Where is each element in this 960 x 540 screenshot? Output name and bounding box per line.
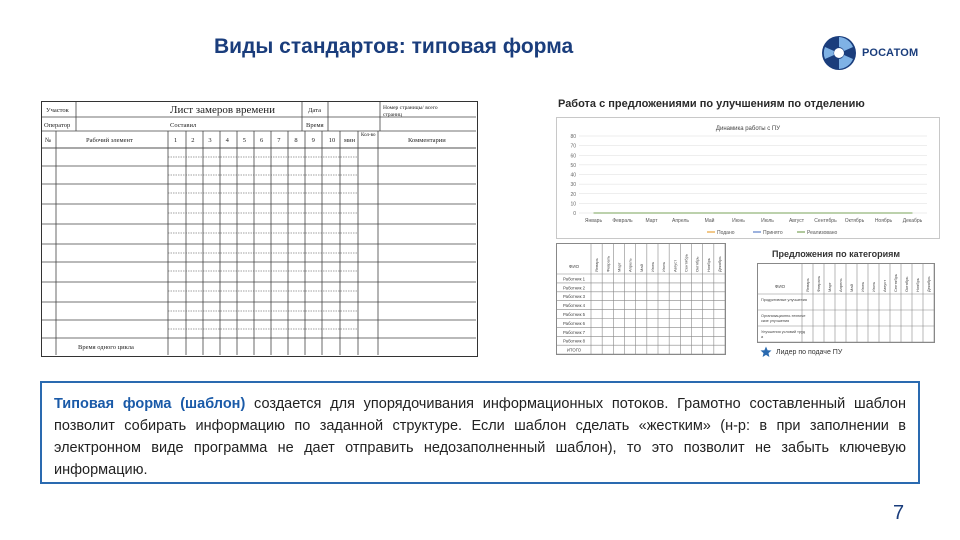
chart-x-tick: Март — [645, 218, 658, 224]
form-section-label: Участок — [46, 107, 69, 114]
info-body: создается для упорядочивания информационных потоков. Грамотно составленный шаблон позволит собирать информацию по заданной структуре. Если шаблон сделать «жестким» (н-р: в при заполнении в электронном виде программа не дает отправить недозаполненный шаблон), то это позволит не забыть ключевую информацию. — [54, 396, 906, 478]
form-title: Лист замеров времени — [170, 104, 275, 116]
chart-y-tick: 0 — [573, 211, 576, 217]
leader-legend — [760, 346, 842, 358]
form-header-cell: 6 — [260, 137, 264, 144]
category-month-header: Октябрь — [904, 276, 909, 292]
chart-legend-label: Реализовано — [807, 230, 838, 236]
chart-y-tick: 50 — [570, 162, 576, 169]
time-measurement-form — [41, 101, 478, 357]
category-month-header: Февраль — [816, 275, 821, 292]
logo-text: РОСАТОМ — [862, 47, 919, 59]
workers-row-label: Работник 2 — [562, 285, 586, 291]
category-month-header: Декабрь — [926, 276, 931, 292]
workers-month-header: Сентябрь — [683, 254, 689, 272]
dynamics-chart-svg — [557, 118, 939, 238]
star-icon — [760, 346, 772, 358]
form-header-cell: 1 — [174, 137, 178, 144]
form-header-cell: 9 — [311, 137, 315, 144]
right-panel-title: Работа с предложениями по улучшениям по отделению — [558, 98, 865, 110]
chart-y-tick: 20 — [570, 191, 576, 198]
category-month-header: Май — [849, 284, 854, 292]
chart-y-tick: 60 — [570, 153, 576, 160]
chart-y-tick: 80 — [570, 134, 576, 140]
workers-row-label: Работник 4 — [562, 303, 586, 309]
chart-x-tick: Июль — [761, 218, 774, 224]
category-table — [757, 263, 935, 343]
workers-row-label: Работник 6 — [562, 320, 586, 326]
workers-row-label: ИТОГО — [566, 347, 582, 353]
form-page-label: Номер страницы/ всего страниц — [383, 105, 438, 118]
workers-month-header: Апрель — [627, 258, 633, 272]
chart-title: Динамика работы с ПУ — [715, 126, 781, 132]
form-header-cell: мин — [344, 137, 356, 144]
dynamics-chart — [556, 117, 940, 239]
workers-month-header: Май — [638, 264, 644, 272]
chart-y-tick: 70 — [570, 143, 576, 150]
category-month-header: Сентябрь — [893, 274, 898, 292]
category-month-header: Ноябрь — [915, 278, 920, 292]
form-header-cell: 8 — [294, 137, 298, 144]
workers-row-label: Работник 1 — [562, 276, 586, 282]
chart-x-tick: Апрель — [672, 218, 689, 224]
category-row-label: Продуктивные улучшения — [761, 298, 807, 302]
workers-month-header: Июль — [661, 261, 667, 272]
workers-row-label: Работник 3 — [562, 294, 586, 300]
workers-month-header: Декабрь — [716, 256, 722, 272]
form-header-cell: № — [45, 137, 52, 144]
form-header-cell: 7 — [277, 137, 281, 144]
category-month-header: Июнь — [860, 281, 865, 292]
workers-month-header: Июнь — [649, 261, 655, 272]
info-text — [54, 393, 906, 481]
workers-month-header: Март — [616, 262, 622, 272]
chart-y-tick: 40 — [570, 172, 576, 179]
rosatom-logo-icon — [820, 34, 858, 72]
form-header-cell: Кол-во — [361, 133, 376, 138]
form-header-cell: Комментарии — [408, 137, 446, 144]
chart-x-tick: Август — [788, 218, 805, 224]
workers-row-label: Работник 7 — [562, 329, 586, 335]
category-month-header: Июль — [871, 281, 876, 292]
info-box — [40, 381, 920, 484]
page-number: 7 — [893, 502, 905, 524]
form-time-label: Время — [306, 122, 324, 129]
workers-row-label: Работник 8 — [562, 338, 586, 344]
chart-x-tick: Ноябрь — [874, 218, 893, 224]
category-month-header: Апрель — [838, 278, 843, 292]
form-header-cell: 4 — [225, 137, 229, 144]
chart-x-tick: Июнь — [732, 218, 745, 224]
category-row-label: Организационно-техниче — [761, 314, 806, 318]
page-title: Виды стандартов: типовая форма — [214, 35, 574, 58]
workers-month-header: Октябрь — [694, 256, 700, 272]
category-corner: ФИО — [774, 284, 786, 289]
form-footer-label: Время одного цикла — [78, 344, 134, 351]
workers-month-header: Ноябрь — [705, 258, 711, 272]
chart-x-tick: Декабрь — [902, 218, 923, 224]
workers-corner: ФИО — [568, 264, 580, 269]
category-month-header: Январь — [805, 278, 810, 292]
workers-month-header: Январь — [594, 258, 600, 272]
workers-row-label: Работник 5 — [562, 312, 586, 317]
chart-y-tick: 30 — [570, 182, 576, 189]
category-row-label: Улучшения условий труд — [761, 330, 805, 334]
form-date-label: Дата — [308, 107, 321, 114]
chart-legend-label: Подано — [717, 230, 735, 236]
chart-y-tick: 10 — [570, 201, 576, 208]
info-highlight: Типовая форма (шаблон) — [54, 396, 246, 412]
rosatom-logo — [820, 34, 918, 72]
workers-table-grid — [557, 244, 725, 354]
form-operator-label: Оператор — [44, 122, 71, 129]
workers-month-header: Февраль — [605, 255, 611, 272]
form-header-cell: Рабочий элемент — [86, 137, 133, 144]
form-header-cell: 5 — [242, 137, 247, 144]
leader-label: Лидер по подаче ПУ — [776, 348, 843, 356]
workers-month-header: Август — [672, 259, 678, 272]
chart-x-tick: Май — [704, 218, 715, 224]
category-month-header: Март — [827, 282, 832, 292]
category-row-label-cont: а — [761, 335, 764, 339]
chart-legend-label: Принято — [763, 230, 783, 236]
category-title: Предложения по категориям — [772, 249, 901, 259]
category-row-label-cont: ские улучшения — [761, 319, 790, 323]
category-month-header: Август — [882, 279, 887, 292]
form-header-cell: 3 — [208, 137, 212, 144]
chart-x-tick: Январь — [584, 218, 603, 224]
chart-x-tick: Октябрь — [844, 218, 865, 224]
chart-x-tick: Февраль — [612, 218, 633, 224]
form-header-cell: 2 — [191, 137, 195, 144]
workers-table — [556, 243, 726, 355]
form-compiled-label: Составил — [170, 122, 197, 129]
form-header-cell: 10 — [328, 137, 336, 144]
chart-x-tick: Сентябрь — [814, 218, 837, 224]
category-table-grid — [758, 264, 934, 342]
